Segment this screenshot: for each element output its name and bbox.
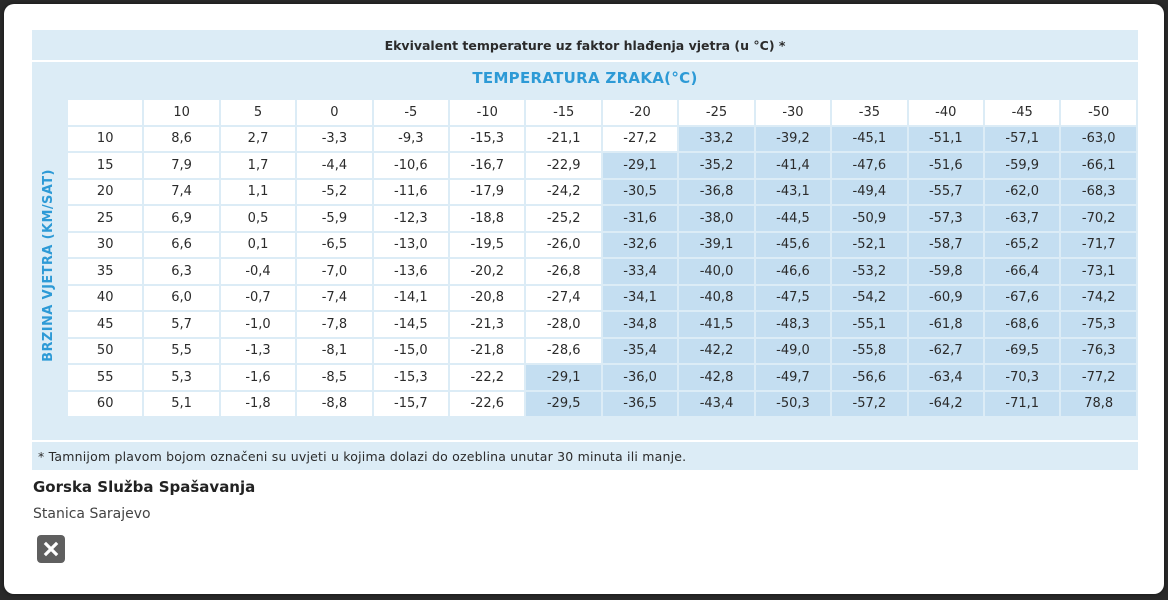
table-row [68, 312, 1136, 337]
frostbite-value-cell: -36,5 [603, 392, 677, 417]
frostbite-value-cell: -59,8 [909, 259, 983, 284]
value-cell: -0,4 [221, 259, 295, 284]
frostbite-value-cell: -64,2 [909, 392, 983, 417]
value-cell: -15,0 [374, 339, 448, 364]
frostbite-value-cell: -53,2 [832, 259, 906, 284]
frostbite-value-cell: -29,1 [526, 365, 600, 390]
frostbite-value-cell: -51,6 [909, 153, 983, 178]
frostbite-value-cell: -43,1 [756, 180, 830, 205]
frostbite-value-cell: -71,7 [1061, 233, 1136, 258]
value-cell: -1,8 [221, 392, 295, 417]
value-cell: 2,7 [221, 127, 295, 152]
table-row [68, 127, 1136, 152]
wind-speed-cell: 10 [68, 127, 142, 152]
value-cell: -9,3 [374, 127, 448, 152]
wind-speed-cell: 45 [68, 312, 142, 337]
air-temperature-heading: TEMPERATURA ZRAKA(°C) [472, 69, 698, 87]
value-cell: -7,4 [297, 286, 371, 311]
frostbite-value-cell: -41,4 [756, 153, 830, 178]
frostbite-value-cell: -33,4 [603, 259, 677, 284]
value-cell: 1,1 [221, 180, 295, 205]
frostbite-value-cell: -47,6 [832, 153, 906, 178]
frostbite-value-cell: -29,5 [526, 392, 600, 417]
frostbite-value-cell: -46,6 [756, 259, 830, 284]
wind-speed-label: BRZINA VJETRA (KM/SAT) [40, 168, 56, 362]
frostbite-value-cell: -75,3 [1061, 312, 1136, 337]
table-corner [68, 100, 142, 125]
value-cell: -8,8 [297, 392, 371, 417]
value-cell: -27,2 [603, 127, 677, 152]
value-cell: -18,8 [450, 206, 524, 231]
value-cell: -1,6 [221, 365, 295, 390]
frostbite-value-cell: -48,3 [756, 312, 830, 337]
table-row [68, 153, 1136, 178]
value-cell: 7,9 [144, 153, 218, 178]
frostbite-value-cell: -34,1 [603, 286, 677, 311]
value-cell: -22,9 [526, 153, 600, 178]
frostbite-value-cell: -77,2 [1061, 365, 1136, 390]
table-row [68, 233, 1136, 258]
value-cell: -17,9 [450, 180, 524, 205]
table-row [68, 339, 1136, 364]
frostbite-value-cell: -68,6 [985, 312, 1059, 337]
value-cell: 5,1 [144, 392, 218, 417]
table-row [68, 392, 1136, 417]
value-cell: -21,1 [526, 127, 600, 152]
value-cell: -13,6 [374, 259, 448, 284]
wind-chill-chart [32, 30, 1138, 470]
frostbite-value-cell: -49,0 [756, 339, 830, 364]
value-cell: 5,7 [144, 312, 218, 337]
frostbite-value-cell: -39,2 [756, 127, 830, 152]
frostbite-value-cell: -67,6 [985, 286, 1059, 311]
wind-speed-cell: 35 [68, 259, 142, 284]
frostbite-value-cell: -68,3 [1061, 180, 1136, 205]
frostbite-value-cell: -76,3 [1061, 339, 1136, 364]
value-cell: -3,3 [297, 127, 371, 152]
temperature-column-header: 5 [221, 100, 295, 125]
wind-speed-cell: 50 [68, 339, 142, 364]
frostbite-value-cell: -62,0 [985, 180, 1059, 205]
value-cell: -25,2 [526, 206, 600, 231]
frostbite-value-cell: -45,1 [832, 127, 906, 152]
temperature-column-header: -35 [832, 100, 906, 125]
table-row [68, 206, 1136, 231]
wind-speed-cell: 20 [68, 180, 142, 205]
value-cell: -15,3 [450, 127, 524, 152]
frostbite-value-cell: -70,3 [985, 365, 1059, 390]
frostbite-value-cell: -56,6 [832, 365, 906, 390]
frostbite-value-cell: -66,4 [985, 259, 1059, 284]
frostbite-value-cell: -50,9 [832, 206, 906, 231]
value-cell: 6,6 [144, 233, 218, 258]
value-cell: 6,3 [144, 259, 218, 284]
frostbite-value-cell: -38,0 [679, 206, 753, 231]
wind-speed-cell: 30 [68, 233, 142, 258]
value-cell: -14,1 [374, 286, 448, 311]
frostbite-value-cell: -47,5 [756, 286, 830, 311]
frostbite-value-cell: -44,5 [756, 206, 830, 231]
value-cell: 6,0 [144, 286, 218, 311]
value-cell: 0,1 [221, 233, 295, 258]
value-cell: -16,7 [450, 153, 524, 178]
frostbite-value-cell: -34,8 [603, 312, 677, 337]
frostbite-value-cell: -30,5 [603, 180, 677, 205]
frostbite-value-cell: -59,9 [985, 153, 1059, 178]
frostbite-value-cell: -32,6 [603, 233, 677, 258]
frostbite-value-cell: -35,2 [679, 153, 753, 178]
value-cell: -15,3 [374, 365, 448, 390]
value-cell: -28,6 [526, 339, 600, 364]
value-cell: -26,8 [526, 259, 600, 284]
close-button[interactable] [37, 535, 65, 563]
frostbite-value-cell: -36,8 [679, 180, 753, 205]
close-icon [43, 541, 59, 557]
frostbite-value-cell: -43,4 [679, 392, 753, 417]
value-cell: 5,3 [144, 365, 218, 390]
frostbite-value-cell: 78,8 [1061, 392, 1136, 417]
frostbite-value-cell: -57,3 [909, 206, 983, 231]
value-cell: -1,0 [221, 312, 295, 337]
frostbite-value-cell: -55,8 [832, 339, 906, 364]
frostbite-value-cell: -73,1 [1061, 259, 1136, 284]
temperature-header-row [68, 100, 1136, 125]
value-cell: -28,0 [526, 312, 600, 337]
wind-speed-cell: 40 [68, 286, 142, 311]
frostbite-value-cell: -33,2 [679, 127, 753, 152]
frostbite-value-cell: -57,2 [832, 392, 906, 417]
value-cell: -19,5 [450, 233, 524, 258]
table-row [68, 365, 1136, 390]
temperature-column-header: 10 [144, 100, 218, 125]
frostbite-value-cell: -60,9 [909, 286, 983, 311]
value-cell: -22,2 [450, 365, 524, 390]
value-cell: -10,6 [374, 153, 448, 178]
value-cell: -21,3 [450, 312, 524, 337]
frostbite-value-cell: -58,7 [909, 233, 983, 258]
frostbite-value-cell: -39,1 [679, 233, 753, 258]
temperature-column-header: -10 [450, 100, 524, 125]
value-cell: -12,3 [374, 206, 448, 231]
value-cell: -1,3 [221, 339, 295, 364]
value-cell: -14,5 [374, 312, 448, 337]
frostbite-value-cell: -71,1 [985, 392, 1059, 417]
frostbite-value-cell: -40,8 [679, 286, 753, 311]
value-cell: -20,8 [450, 286, 524, 311]
frostbite-value-cell: -36,0 [603, 365, 677, 390]
temperature-column-header: -20 [603, 100, 677, 125]
temperature-column-header: -50 [1061, 100, 1136, 125]
temperature-column-header: -30 [756, 100, 830, 125]
value-cell: -21,8 [450, 339, 524, 364]
value-cell: -5,9 [297, 206, 371, 231]
frostbite-value-cell: -74,2 [1061, 286, 1136, 311]
temperature-column-header: -40 [909, 100, 983, 125]
table-row [68, 259, 1136, 284]
caption-subtitle: Stanica Sarajevo [33, 506, 151, 522]
frostbite-value-cell: -63,0 [1061, 127, 1136, 152]
value-cell: -5,2 [297, 180, 371, 205]
frostbite-value-cell: -63,7 [985, 206, 1059, 231]
value-cell: 5,5 [144, 339, 218, 364]
value-cell: -15,7 [374, 392, 448, 417]
frostbite-footnote: * Tamnijom plavom bojom označeni su uvjeti u kojima dolazi do ozeblina unutar 30 minuta ili manje. [32, 440, 1138, 470]
frostbite-value-cell: -45,6 [756, 233, 830, 258]
value-cell: -4,4 [297, 153, 371, 178]
value-cell: -0,7 [221, 286, 295, 311]
value-cell: 8,6 [144, 127, 218, 152]
frostbite-value-cell: -29,1 [603, 153, 677, 178]
value-cell: -7,8 [297, 312, 371, 337]
frostbite-value-cell: -31,6 [603, 206, 677, 231]
value-cell: -6,5 [297, 233, 371, 258]
chart-title: Ekvivalent temperature uz faktor hlađenja vjetra (u °C) * [32, 30, 1138, 62]
frostbite-value-cell: -50,3 [756, 392, 830, 417]
caption-title: Gorska Služba Spašavanja [33, 478, 256, 496]
value-cell: -22,6 [450, 392, 524, 417]
frostbite-value-cell: -52,1 [832, 233, 906, 258]
frostbite-value-cell: -55,7 [909, 180, 983, 205]
value-cell: 6,9 [144, 206, 218, 231]
frostbite-value-cell: -40,0 [679, 259, 753, 284]
frostbite-value-cell: -41,5 [679, 312, 753, 337]
frostbite-value-cell: -51,1 [909, 127, 983, 152]
frostbite-value-cell: -61,8 [909, 312, 983, 337]
wind-speed-cell: 55 [68, 365, 142, 390]
frostbite-value-cell: -70,2 [1061, 206, 1136, 231]
value-cell: -13,0 [374, 233, 448, 258]
value-cell: 7,4 [144, 180, 218, 205]
wind-speed-axis [32, 94, 64, 436]
temperature-column-header: -45 [985, 100, 1059, 125]
frostbite-value-cell: -49,7 [756, 365, 830, 390]
temperature-column-header: -25 [679, 100, 753, 125]
wind-speed-cell: 60 [68, 392, 142, 417]
value-cell: -20,2 [450, 259, 524, 284]
value-cell: -8,1 [297, 339, 371, 364]
frostbite-value-cell: -63,4 [909, 365, 983, 390]
table-row [68, 180, 1136, 205]
wind-chill-table [66, 98, 1138, 418]
temperature-column-header: -5 [374, 100, 448, 125]
frostbite-value-cell: -42,2 [679, 339, 753, 364]
value-cell: -7,0 [297, 259, 371, 284]
temperature-column-header: 0 [297, 100, 371, 125]
frostbite-value-cell: -55,1 [832, 312, 906, 337]
value-cell: 0,5 [221, 206, 295, 231]
frostbite-value-cell: -66,1 [1061, 153, 1136, 178]
value-cell: -8,5 [297, 365, 371, 390]
wind-speed-cell: 15 [68, 153, 142, 178]
table-row [68, 286, 1136, 311]
frostbite-value-cell: -54,2 [832, 286, 906, 311]
value-cell: -11,6 [374, 180, 448, 205]
wind-speed-cell: 25 [68, 206, 142, 231]
frostbite-value-cell: -42,8 [679, 365, 753, 390]
frostbite-value-cell: -49,4 [832, 180, 906, 205]
value-cell: -26,0 [526, 233, 600, 258]
frostbite-value-cell: -35,4 [603, 339, 677, 364]
frostbite-value-cell: -65,2 [985, 233, 1059, 258]
frostbite-value-cell: -57,1 [985, 127, 1059, 152]
value-cell: -24,2 [526, 180, 600, 205]
temperature-column-header: -15 [526, 100, 600, 125]
frostbite-value-cell: -62,7 [909, 339, 983, 364]
lightbox-dialog [4, 4, 1164, 594]
value-cell: 1,7 [221, 153, 295, 178]
frostbite-value-cell: -69,5 [985, 339, 1059, 364]
value-cell: -27,4 [526, 286, 600, 311]
